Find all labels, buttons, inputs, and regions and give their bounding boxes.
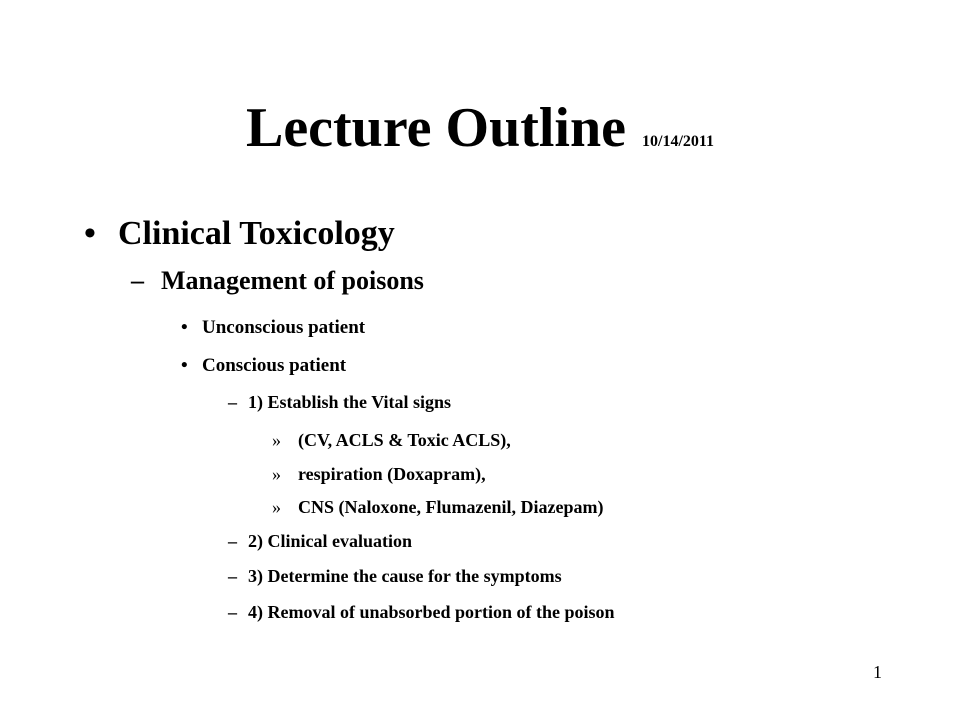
slide-title — [0, 96, 960, 160]
bullet-marker: • — [181, 355, 188, 376]
dash-marker: – — [228, 602, 237, 622]
patient-text: Conscious patient — [202, 355, 347, 376]
outline-vital-sign-item — [272, 430, 511, 451]
subtopic-text: Management of poisons — [161, 266, 424, 295]
title-text: Lecture Outline — [245, 97, 626, 159]
patient-text: Unconscious patient — [202, 317, 366, 338]
outline-patient-item — [181, 355, 346, 377]
outline-step-item — [228, 566, 562, 587]
outline-vital-sign-item — [272, 497, 603, 518]
step-text: 3) Determine the cause for the symptoms — [248, 566, 562, 586]
bullet-marker: • — [84, 215, 96, 252]
bullet-marker: • — [181, 317, 188, 338]
outline-step-item — [228, 602, 615, 623]
title-date: 10/14/2011 — [642, 133, 715, 150]
vital-sign-text: respiration (Doxapram), — [298, 464, 486, 484]
vital-sign-text: CNS (Naloxone, Flumazenil, Diazepam) — [298, 497, 604, 517]
page-number: 1 — [873, 662, 882, 682]
outline-subtopic — [131, 266, 424, 296]
step-text: 1) Establish the Vital signs — [248, 392, 452, 412]
step-text: 2) Clinical evaluation — [248, 531, 413, 551]
outline-step-item — [228, 531, 412, 552]
topic-text: Clinical Toxicology — [118, 215, 395, 252]
chevron-marker: » — [272, 497, 281, 517]
dash-marker: – — [228, 531, 237, 551]
outline-patient-item — [181, 317, 365, 339]
dash-marker: – — [228, 392, 237, 412]
dash-marker: – — [228, 566, 237, 586]
outline-step-item — [228, 392, 451, 413]
chevron-marker: » — [272, 430, 281, 450]
dash-marker: – — [131, 266, 144, 295]
vital-sign-text: (CV, ACLS & Toxic ACLS), — [298, 430, 511, 450]
chevron-marker: » — [272, 464, 281, 484]
outline-topic — [84, 215, 395, 253]
step-text: 4) Removal of unabsorbed portion of the poison — [248, 602, 615, 622]
outline-vital-sign-item — [272, 464, 486, 485]
